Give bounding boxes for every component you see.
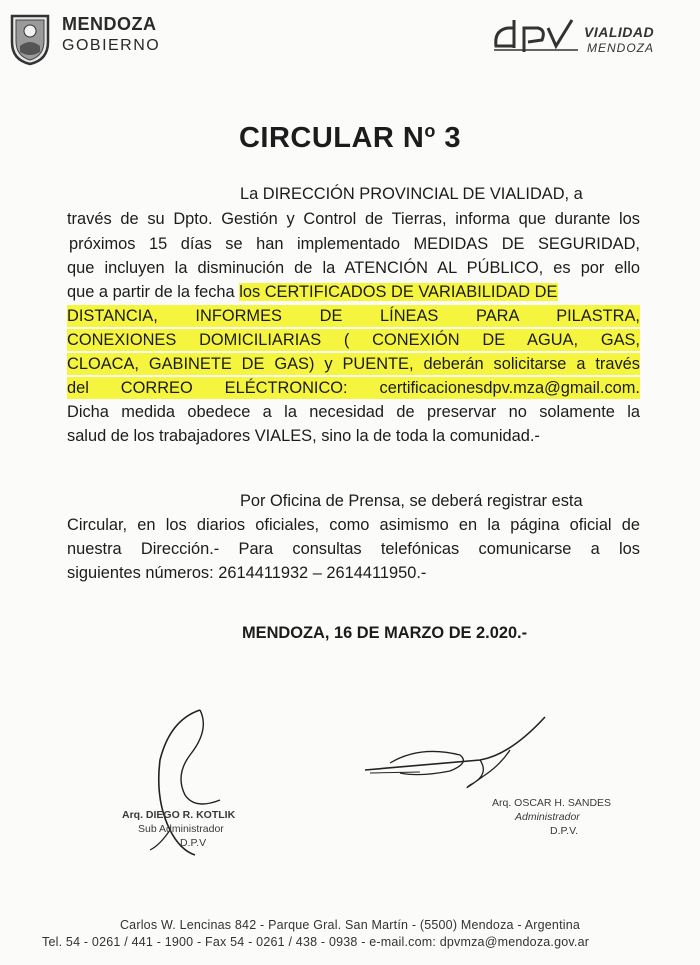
para1-line-5a: que a partir de la fecha bbox=[67, 283, 240, 301]
signature-left-org: D.P.V bbox=[180, 837, 207, 849]
para1-line-3: próximos 15 días se han implementado MEDIDAS DE SEGURIDAD, bbox=[69, 235, 640, 253]
signature-left-image bbox=[140, 700, 280, 860]
signature-left-name: Arq. DIEGO R. KOTLIK bbox=[122, 809, 236, 821]
signature-right-role: Administrador bbox=[515, 811, 580, 823]
highlight-line-8: CLOACA, GABINETE DE GAS) y PUENTE, deberán solicitarse a través bbox=[67, 355, 640, 373]
para1-line-4: que incluyen la disminución de la ATENCIÓN AL PÚBLICO, es por ello bbox=[67, 259, 640, 277]
title-superscript: o bbox=[424, 121, 436, 141]
para2-line-2: Circular, en los diarios oficiales, como asimismo en la página oficial de bbox=[67, 516, 640, 534]
vialidad-subtitle: MENDOZA bbox=[587, 41, 654, 55]
para1-line-1: La DIRECCIÓN PROVINCIAL DE VIALIDAD, a bbox=[240, 185, 583, 203]
document-date: MENDOZA, 16 DE MARZO DE 2.020.- bbox=[242, 624, 528, 642]
vialidad-title: VIALIDAD bbox=[584, 24, 655, 40]
page-title bbox=[0, 121, 700, 155]
signature-left-role: Sub Administrador bbox=[138, 823, 224, 835]
para1-line-11: salud de los trabajadores VIALES, sino la de toda la comunidad.- bbox=[67, 427, 540, 445]
highlight-line-9: del CORREO ELÉCTRONICO: certificacionesdpv.mza@gmail.com. bbox=[67, 379, 640, 397]
signature-right-org: D.P.V. bbox=[550, 825, 579, 837]
para2-line-1: Por Oficina de Prensa, se deberá registrar esta bbox=[240, 492, 583, 510]
para2-line-3: nuestra Dirección.- Para consultas telefónicas comunicarse a los bbox=[67, 540, 640, 558]
highlight-start: los CERTIFICADOS DE VARIABILIDAD DE bbox=[239, 283, 558, 301]
province-seal-icon bbox=[8, 12, 52, 66]
gov-subtitle: GOBIERNO bbox=[62, 37, 161, 54]
signature-right-image bbox=[360, 715, 560, 805]
para2-line-4: siguientes números: 2614411932 – 2614411950.- bbox=[67, 564, 427, 582]
para1-line-10: Dicha medida obedece a la necesidad de preservar no solamente la bbox=[67, 403, 640, 421]
dpv-logo-icon bbox=[492, 16, 580, 56]
title-text: CIRCULAR N bbox=[238, 122, 425, 154]
para1-line-5 bbox=[67, 281, 640, 303]
footer-contact: Tel. 54 - 0261 / 441 - 1900 - Fax 54 - 0261 / 438 - 0938 - e-mail.com: dpvmza@mendoza.gov.ar bbox=[42, 935, 590, 949]
para1-line-2: través de su Dpto. Gestión y Control de Tierras, informa que durante los bbox=[67, 210, 640, 228]
signature-right-name: Arq. OSCAR H. SANDES bbox=[492, 797, 612, 809]
gov-title: MENDOZA bbox=[62, 14, 157, 34]
highlight-line-6: DISTANCIA, INFORMES DE LÍNEAS PARA PILASTRA, bbox=[67, 307, 640, 325]
footer-address: Carlos W. Lencinas 842 - Parque Gral. San Martín - (5500) Mendoza - Argentina bbox=[119, 918, 581, 932]
highlight-line-7: CONEXIONES DOMICILIARIAS ( CONEXIÓN DE AGUA, GAS, bbox=[67, 331, 640, 349]
title-number: 3 bbox=[435, 122, 462, 154]
